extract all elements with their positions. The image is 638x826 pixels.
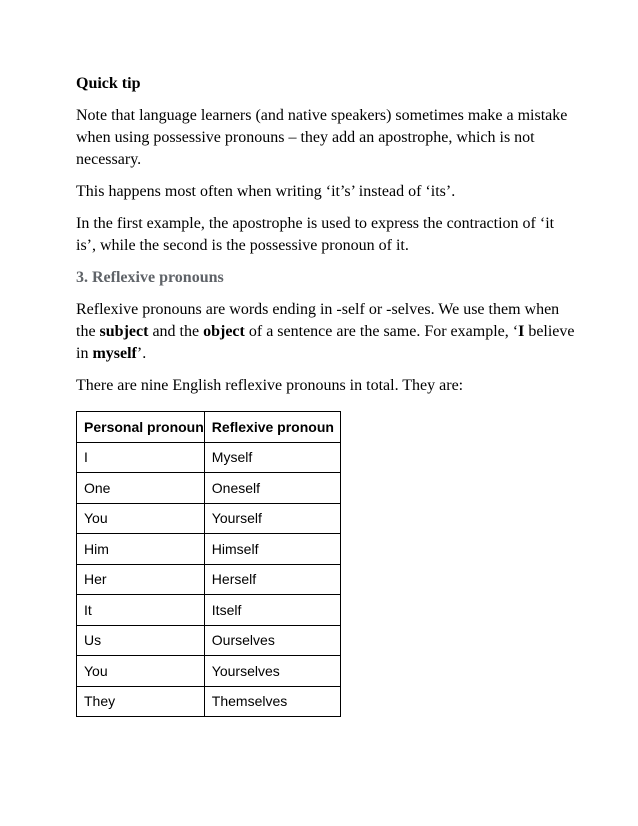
- reflexive-pronoun-cell: Themselves: [204, 686, 340, 717]
- pronoun-table-container: [76, 411, 576, 717]
- quick-tip-paragraph-1: Note that language learners (and native speakers) sometimes make a mistake when using possessive pronouns – they add an apostrophe, which is not necessary.: [76, 107, 568, 168]
- text-run: believe in: [76, 323, 575, 362]
- text-run: ’.: [136, 345, 147, 362]
- personal-pronoun-cell: They: [77, 686, 205, 717]
- table-row: [77, 595, 341, 626]
- reflexive-pronoun-cell: Herself: [204, 564, 340, 595]
- text-run: and the: [148, 323, 204, 340]
- reflexive-pronoun-cell: Ourselves: [204, 625, 340, 656]
- table-row: [77, 564, 341, 595]
- reflexive-pronoun-cell: Himself: [204, 534, 340, 565]
- reflexive-paragraph-2: There are nine English reflexive pronouns in total. They are:: [76, 377, 464, 394]
- quick-tip-paragraph-3: In the first example, the apostrophe is used to express the contraction of ‘it is’, while the second is the possessive pronoun of it.: [76, 215, 555, 254]
- reflexive-pronoun-cell: Yourself: [204, 503, 340, 534]
- personal-pronoun-cell: One: [77, 473, 205, 504]
- bold-subject: subject: [99, 323, 149, 340]
- pronoun-table: [76, 411, 341, 717]
- text-run: Reflexive pronouns are words ending in -self or -selves. We use them when the: [76, 301, 560, 340]
- reflexive-pronoun-cell: Itself: [204, 595, 340, 626]
- bold-myself: myself: [92, 345, 137, 362]
- document-page: [76, 73, 576, 717]
- personal-pronoun-cell: You: [77, 656, 205, 687]
- table-row: [77, 442, 341, 473]
- table-row: [77, 503, 341, 534]
- personal-pronoun-cell: Her: [77, 564, 205, 595]
- bold-object: object: [203, 323, 245, 340]
- reflexive-pronoun-cell: Yourselves: [204, 656, 340, 687]
- quick-tip-paragraph-2: This happens most often when writing ‘it’s’ instead of ‘its’.: [76, 183, 456, 200]
- table-row: [77, 625, 341, 656]
- personal-pronoun-cell: Us: [77, 625, 205, 656]
- table-header-row: [77, 412, 341, 443]
- column-header-reflexive: Reflexive pronoun: [204, 412, 340, 443]
- table-row: [77, 686, 341, 717]
- personal-pronoun-cell: It: [77, 595, 205, 626]
- reflexive-pronouns-heading: 3. Reflexive pronouns: [76, 269, 224, 286]
- personal-pronoun-cell: I: [77, 442, 205, 473]
- reflexive-paragraph-1: [76, 299, 576, 365]
- quick-tip-heading: Quick tip: [76, 75, 141, 92]
- personal-pronoun-cell: You: [77, 503, 205, 534]
- column-header-personal: Personal pronoun: [77, 412, 205, 443]
- table-row: [77, 656, 341, 687]
- personal-pronoun-cell: Him: [77, 534, 205, 565]
- reflexive-pronoun-cell: Myself: [204, 442, 340, 473]
- table-row: [77, 473, 341, 504]
- text-run: of a sentence are the same. For example, ‘: [244, 323, 519, 340]
- bold-i: I: [518, 323, 525, 340]
- reflexive-pronoun-cell: Oneself: [204, 473, 340, 504]
- table-row: [77, 534, 341, 565]
